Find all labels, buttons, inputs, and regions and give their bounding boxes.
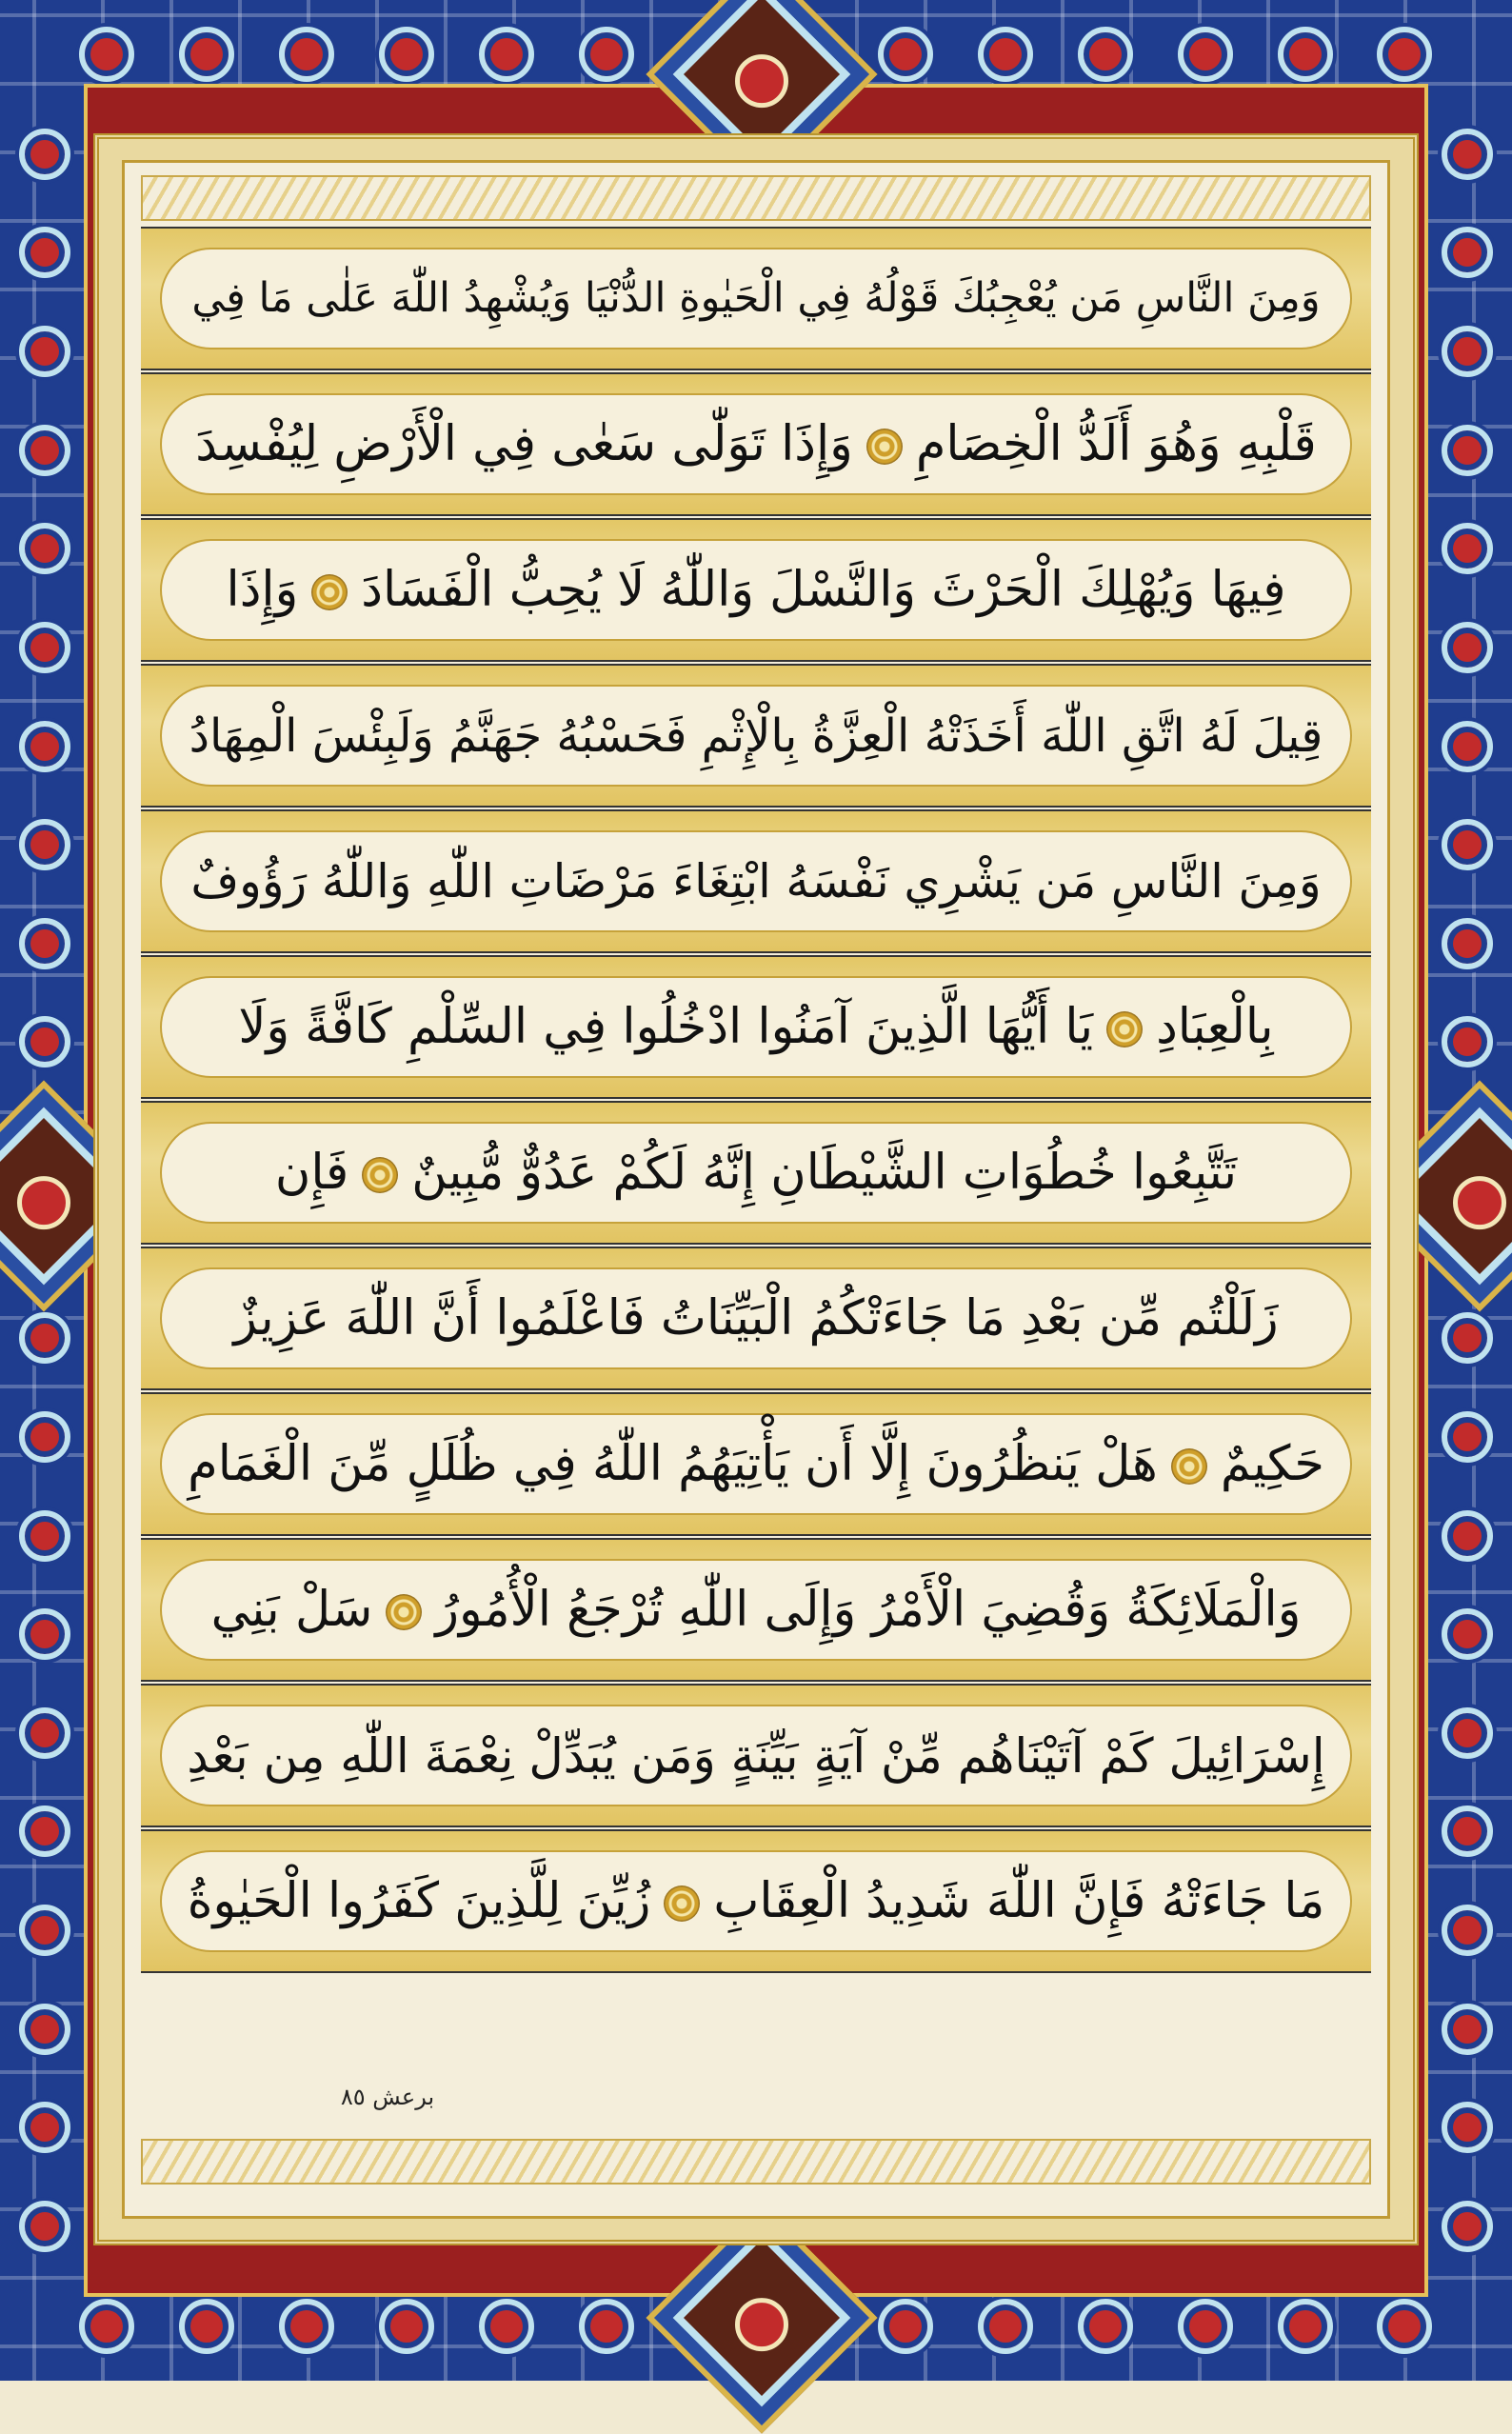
floral-motif-icon xyxy=(19,1016,70,1067)
calligrapher-signature: برعش ٨٥ xyxy=(340,2084,435,2110)
floral-motif-icon xyxy=(19,1510,70,1562)
verse-rosette-icon xyxy=(866,429,903,465)
floral-motif-icon xyxy=(19,1608,70,1660)
ayah-text-group xyxy=(187,1873,1325,1929)
floral-motif-icon xyxy=(1442,1608,1493,1660)
floral-motif-icon xyxy=(1442,1411,1493,1463)
floral-motif-icon xyxy=(1442,425,1493,476)
floral-motif-icon xyxy=(1442,1312,1493,1364)
text-line-6 xyxy=(141,955,1371,1099)
floral-motif-icon xyxy=(1078,27,1133,82)
verse-rosette-icon xyxy=(311,574,348,610)
floral-motif-icon xyxy=(379,2299,434,2354)
verse-rosette-icon xyxy=(386,1594,422,1630)
floral-motif-icon xyxy=(1377,27,1432,82)
floral-motif-icon xyxy=(1442,129,1493,180)
floral-motif-icon xyxy=(479,2299,534,2354)
floral-motif-icon xyxy=(1442,227,1493,278)
floral-motif-icon xyxy=(878,27,933,82)
text-line-8 xyxy=(141,1247,1371,1390)
floral-motif-icon xyxy=(1442,1707,1493,1759)
ayah-text: بِالْعِبَادِ xyxy=(1156,999,1274,1055)
floral-motif-icon xyxy=(1442,2004,1493,2055)
floral-motif-icon xyxy=(479,27,534,82)
ayah-text: وَإِذَا تَوَلّٰى سَعٰى فِي الْأَرْضِ لِيُفْسِدَ xyxy=(195,416,853,472)
ayah-text-group xyxy=(188,1436,1324,1492)
verse-rosette-icon xyxy=(664,1885,700,1922)
floral-motif-icon xyxy=(19,622,70,673)
floral-motif-icon xyxy=(1442,721,1493,772)
floral-motif-icon xyxy=(79,2299,134,2354)
ayah-text: فَإِن xyxy=(274,1145,349,1201)
floral-motif-icon xyxy=(19,1312,70,1364)
ayah-text: قِيلَ لَهُ اتَّقِ اللّٰهَ أَخَذَتْهُ الْعِزَّةُ بِالْإِثْمِ فَحَسْبُهُ جَهَنَّمُ وَلَبِئْسَ الْمِهَادُ xyxy=(189,708,1323,763)
ayah-text: وَالْمَلَائِكَةُ وَقُضِيَ الْأَمْرُ وَإِلَى اللّٰهِ تُرْجَعُ الْأُمُورُ xyxy=(435,1582,1302,1638)
floral-motif-icon xyxy=(19,819,70,870)
floral-motif-icon xyxy=(19,2004,70,2055)
floral-motif-icon xyxy=(19,2102,70,2153)
floral-motif-icon xyxy=(1178,2299,1233,2354)
verse-rosette-icon xyxy=(1171,1448,1207,1485)
floral-motif-icon xyxy=(978,2299,1033,2354)
floral-motif-icon xyxy=(19,129,70,180)
floral-motif-icon xyxy=(579,2299,634,2354)
verse-rosette-icon xyxy=(1106,1011,1143,1047)
floral-motif-icon xyxy=(1442,1806,1493,1857)
ayah-text: هَلْ يَنظُرُونَ إِلَّا أَن يَأْتِيَهُمُ اللّٰهُ فِي ظُلَلٍ مِّنَ الْغَمَامِ xyxy=(188,1436,1158,1492)
floral-motif-icon xyxy=(19,1411,70,1463)
floral-motif-icon xyxy=(1278,27,1333,82)
text-line-9 xyxy=(141,1392,1371,1536)
ayah-text-group xyxy=(210,1582,1302,1638)
ayah-text-group xyxy=(274,1145,1238,1201)
text-line-5 xyxy=(141,809,1371,953)
floral-motif-icon xyxy=(279,2299,334,2354)
text-panel xyxy=(141,227,1371,2122)
ayah-text: وَمِنَ النَّاسِ مَن يُعْجِبُكَ قَوْلُهُ فِي الْحَيٰوةِ الدُّنْيَا وَيُشْهِدُ اللّٰهَ عَلٰى مَا فِي xyxy=(191,274,1321,322)
floral-motif-icon xyxy=(179,27,234,82)
floral-motif-icon xyxy=(1377,2299,1432,2354)
text-line-4 xyxy=(141,664,1371,808)
floral-motif-icon xyxy=(19,227,70,278)
bottom-hatched-band xyxy=(141,2139,1371,2185)
text-line-12 xyxy=(141,1829,1371,1973)
floral-motif-icon xyxy=(379,27,434,82)
floral-motif-icon xyxy=(79,27,134,82)
floral-motif-icon xyxy=(878,2299,933,2354)
ayah-text: وَإِذَا xyxy=(226,562,299,618)
ayah-text: مَا جَاءَتْهُ فَإِنَّ اللّٰهَ شَدِيدُ الْعِقَابِ xyxy=(713,1873,1325,1929)
floral-motif-icon xyxy=(1278,2299,1333,2354)
ayah-text-group xyxy=(238,999,1274,1055)
floral-motif-icon xyxy=(19,1905,70,1956)
floral-motif-icon xyxy=(19,721,70,772)
floral-motif-icon xyxy=(279,27,334,82)
ayah-text: إِسْرَائِيلَ كَمْ آتَيْنَاهُم مِّنْ آيَةٍ بَيِّنَةٍ وَمَن يُبَدِّلْ نِعْمَةَ اللّٰهِ مِن بَعْدِ xyxy=(187,1727,1325,1784)
floral-motif-icon xyxy=(19,2201,70,2252)
floral-motif-icon xyxy=(1442,1905,1493,1956)
floral-motif-icon xyxy=(1442,819,1493,870)
floral-motif-icon xyxy=(1442,1016,1493,1067)
text-line-11 xyxy=(141,1684,1371,1827)
verse-rosette-icon xyxy=(362,1157,398,1193)
ayah-text: زُيِّنَ لِلَّذِينَ كَفَرُوا الْحَيٰوةُ xyxy=(187,1873,651,1929)
floral-motif-icon xyxy=(1442,622,1493,673)
text-line-1 xyxy=(141,227,1371,370)
floral-motif-icon xyxy=(1442,918,1493,969)
floral-motif-icon xyxy=(19,523,70,574)
ayah-text: وَمِنَ النَّاسِ مَن يَشْرِي نَفْسَهُ ابْتِغَاءَ مَرْضَاتِ اللّٰهِ وَاللّٰهُ رَؤُوفٌ xyxy=(190,854,1322,908)
floral-motif-icon xyxy=(579,27,634,82)
ayah-text: يَا أَيُّهَا الَّذِينَ آمَنُوا ادْخُلُوا فِي السِّلْمِ كَافَّةً وَلَا xyxy=(238,999,1094,1055)
floral-motif-icon xyxy=(19,425,70,476)
floral-motif-icon xyxy=(1442,523,1493,574)
floral-motif-icon xyxy=(19,326,70,377)
ayah-text: زَلَلْتُم مِّن بَعْدِ مَا جَاءَتْكُمُ الْبَيِّنَاتُ فَاعْلَمُوا أَنَّ اللّٰهَ عَزِيزٌ xyxy=(233,1290,1279,1347)
floral-motif-icon xyxy=(978,27,1033,82)
text-line-7 xyxy=(141,1101,1371,1245)
ayah-text: قَلْبِهِ وَهُوَ أَلَدُّ الْخِصَامِ xyxy=(915,416,1317,472)
text-line-2 xyxy=(141,372,1371,516)
top-hatched-band xyxy=(141,175,1371,221)
floral-motif-icon xyxy=(19,1806,70,1857)
ayah-text-group xyxy=(226,562,1286,618)
text-line-3 xyxy=(141,518,1371,662)
ayah-text: حَكِيمٌ xyxy=(1220,1436,1324,1492)
floral-motif-icon xyxy=(179,2299,234,2354)
ayah-text: سَلْ بَنِي xyxy=(210,1582,373,1638)
ayah-text-group xyxy=(195,416,1317,472)
floral-motif-icon xyxy=(1442,2201,1493,2252)
floral-motif-icon xyxy=(1442,2102,1493,2153)
floral-motif-icon xyxy=(1178,27,1233,82)
floral-motif-icon xyxy=(1442,1510,1493,1562)
floral-motif-icon xyxy=(19,1707,70,1759)
floral-motif-icon xyxy=(1442,326,1493,377)
text-line-10 xyxy=(141,1538,1371,1682)
ayah-text: تَتَّبِعُوا خُطُوَاتِ الشَّيْطَانِ إِنَّهُ لَكُمْ عَدُوٌّ مُّبِينٌ xyxy=(411,1145,1238,1201)
floral-motif-icon xyxy=(1078,2299,1133,2354)
ayah-text: فِيهَا وَيُهْلِكَ الْحَرْثَ وَالنَّسْلَ وَاللّٰهُ لَا يُحِبُّ الْفَسَادَ xyxy=(361,562,1286,618)
floral-motif-icon xyxy=(19,918,70,969)
